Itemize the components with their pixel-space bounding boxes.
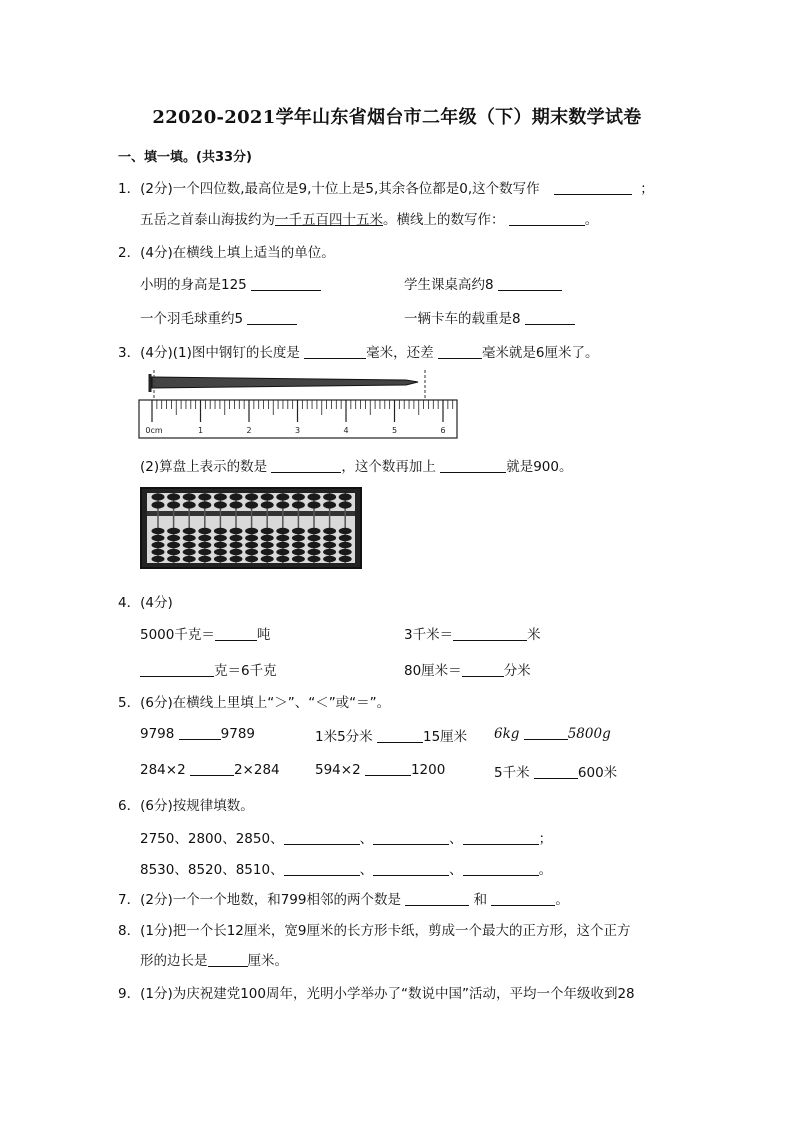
abacus-bead (339, 528, 352, 534)
abacus-bead (261, 556, 274, 562)
abacus-bead (198, 535, 211, 541)
abacus-bead (261, 493, 274, 500)
question-4-item-d (404, 659, 531, 679)
abacus-bead (214, 542, 227, 548)
abacus-bead (245, 528, 258, 534)
abacus-bead (308, 556, 321, 562)
answer-blank[interactable] (438, 344, 482, 359)
right-value: 1200 (410, 762, 446, 778)
abacus-bead (230, 528, 243, 534)
question-1-text: 1．(2分)一个四位数,最高位是9,十位上是5,其余各位都是0,这个数写作 (118, 181, 540, 197)
abacus-bead (230, 535, 243, 541)
left-value: 9798 (140, 726, 175, 742)
section-heading: 一、填一填。(共33分) (118, 150, 252, 165)
punct: 。 (555, 892, 569, 908)
left-value: 5千米 (494, 765, 530, 781)
underlined-number-words: 一千五百四十五米 (275, 212, 383, 228)
abacus-bead (152, 501, 165, 508)
compare-item (494, 761, 617, 781)
abacus-bead (292, 542, 305, 548)
abacus-bead (214, 493, 227, 500)
abacus-bead (261, 549, 274, 555)
ruler-label: 0cm (145, 426, 163, 435)
abacus-bead (276, 528, 289, 534)
answer-blank[interactable] (463, 861, 539, 876)
answer-blank[interactable] (365, 761, 411, 776)
compare-item (140, 761, 280, 778)
left-value: 1米5分米 (315, 729, 373, 745)
answer-blank[interactable] (284, 861, 360, 876)
answer-blank[interactable] (462, 662, 504, 677)
ruler-label: 1 (197, 426, 204, 435)
compare-item (315, 761, 445, 778)
question-1-text: 。横线上的数写作： (383, 212, 505, 228)
question-9-line-1: 9．(1分)为庆祝建党100周年，光明小学举办了“数说中国”活动，平均一个年级收到28 (118, 986, 635, 1002)
item-text: 一辆卡车的载重是8 (404, 311, 521, 327)
question-2-item-c (140, 307, 297, 327)
question-3-text: 3．(4分)(1)图中钢钉的长度是 (118, 345, 300, 361)
abacus-bead (183, 528, 196, 534)
left-value: 594×2 (315, 762, 361, 778)
abacus-bead (261, 501, 274, 508)
question-1-line-1 (118, 177, 654, 197)
abacus-bead (214, 535, 227, 541)
abacus-bead (167, 535, 180, 541)
abacus-bead (323, 493, 336, 500)
question-3-text: (2)算盘上表示的数是 (140, 459, 268, 475)
question-7 (118, 888, 569, 908)
abacus-bead (292, 528, 305, 534)
question-2-stem: 2．(4分)在横线上填上适当的单位。 (118, 245, 335, 261)
item-text: 80厘米＝ (404, 663, 462, 679)
abacus-bead (323, 501, 336, 508)
answer-blank[interactable] (373, 861, 449, 876)
item-text: 米 (527, 627, 541, 643)
abacus-bead (230, 556, 243, 562)
ruler-label: 6 (440, 426, 446, 435)
abacus-bead (167, 556, 180, 562)
punct: 、 (359, 862, 374, 878)
abacus-bead (308, 542, 321, 548)
sequence-row-1 (140, 827, 552, 847)
answer-blank[interactable] (440, 458, 506, 473)
question-2-item-d (404, 307, 575, 327)
abacus-bead (167, 542, 180, 548)
abacus-bead (230, 542, 243, 548)
answer-blank[interactable] (251, 276, 321, 291)
abacus-bead (214, 549, 227, 555)
abacus-bead (339, 549, 352, 555)
abacus-bead (183, 535, 196, 541)
abacus-bead (339, 556, 352, 562)
right-value: 2×284 (233, 762, 280, 778)
abacus-bead (183, 493, 196, 500)
abacus-bead (292, 549, 305, 555)
question-7-text: 7．(2分)一个一个地数，和799相邻的两个数是 (118, 892, 401, 908)
ruler-label: 5 (391, 426, 398, 435)
right-value: 600米 (577, 765, 618, 781)
abacus-bead (292, 501, 305, 508)
punct: 。 (584, 212, 599, 228)
abacus-bead (152, 549, 165, 555)
abacus-icon (140, 487, 362, 569)
item-text: 分米 (503, 663, 531, 679)
question-2-item-b (404, 273, 562, 293)
abacus-bead (261, 542, 274, 548)
abacus-bead (152, 542, 165, 548)
question-8-text: 形的边长是 (140, 953, 208, 969)
abacus-bead (183, 549, 196, 555)
question-3-text: 毫米就是6厘米了。 (481, 345, 599, 361)
answer-blank[interactable] (179, 725, 221, 740)
ruler-label: 4 (343, 426, 349, 435)
question-6-stem: 6．(6分)按规律填数。 (118, 798, 254, 814)
ruler-with-nail-figure (136, 366, 466, 442)
abacus-bead (152, 493, 165, 500)
abacus-bead (198, 542, 211, 548)
question-4-item-c (140, 659, 277, 679)
abacus-bead (152, 535, 165, 541)
question-1-text: 五岳之首泰山海拔约为 (140, 212, 275, 228)
answer-blank[interactable] (463, 830, 539, 845)
abacus-bead (292, 493, 305, 500)
abacus-bead (167, 528, 180, 534)
abacus-bead (323, 528, 336, 534)
answer-blank[interactable] (405, 891, 469, 906)
abacus-bead (152, 556, 165, 562)
compare-item (140, 725, 255, 742)
question-4-item-b (404, 623, 541, 643)
abacus-bead (339, 535, 352, 541)
page-title: 22020-2021学年山东省烟台市二年级（下）期末数学试卷 (152, 107, 642, 128)
item-text: 3千米＝ (404, 627, 454, 643)
answer-blank[interactable] (208, 952, 248, 967)
question-5-stem: 5．(6分)在横线上里填上“＞”、“＜”或“＝”。 (118, 695, 391, 711)
question-3-text: 毫米，还差 (366, 345, 434, 361)
question-8-line-1: 8．(1分)把一个长12厘米，宽9厘米的长方形卡纸，剪成一个最大的正方形，这个正方 (118, 923, 631, 939)
question-3-part-2 (140, 455, 573, 475)
abacus-bead (323, 549, 336, 555)
abacus-bead (323, 556, 336, 562)
sequence-text: 2750、2800、2850、 (140, 831, 284, 847)
abacus-bead (276, 549, 289, 555)
abacus-bead (308, 493, 321, 500)
answer-blank[interactable] (525, 310, 575, 325)
answer-blank[interactable] (190, 761, 234, 776)
answer-blank[interactable] (377, 728, 423, 743)
compare-item (494, 725, 611, 742)
abacus-bead (292, 535, 305, 541)
abacus-bead (198, 556, 211, 562)
punct: 、 (449, 831, 463, 847)
abacus-bead (323, 535, 336, 541)
question-3-text: ，这个数再加上 (341, 459, 436, 475)
abacus-bead (198, 528, 211, 534)
abacus-bead (245, 493, 258, 500)
item-text: 学生课桌高约8 (404, 277, 494, 293)
question-2-item-a (140, 273, 321, 293)
answer-blank[interactable] (247, 310, 297, 325)
abacus-bead (183, 556, 196, 562)
right-value: 15厘米 (422, 729, 468, 745)
answer-blank[interactable] (304, 344, 366, 359)
abacus-bead (214, 528, 227, 534)
item-text: 小明的身高是125 (140, 277, 247, 293)
abacus-bead (245, 535, 258, 541)
abacus-bead (183, 501, 196, 508)
abacus-bead (230, 493, 243, 500)
punct: 、 (359, 831, 374, 847)
abacus-bead (214, 556, 227, 562)
item-text: 克＝6千克 (214, 663, 277, 679)
ruler-label: 3 (294, 426, 301, 435)
abacus-bead (167, 493, 180, 500)
abacus-bead (167, 549, 180, 555)
abacus-bead (276, 493, 289, 500)
answer-blank[interactable] (271, 458, 341, 473)
abacus-bead (323, 542, 336, 548)
abacus-bead (198, 501, 211, 508)
abacus-bead (308, 549, 321, 555)
ruler-label: 2 (246, 426, 252, 435)
abacus-bead (198, 493, 211, 500)
abacus-bead (339, 542, 352, 548)
abacus-bead (230, 501, 243, 508)
item-text: 吨 (256, 627, 271, 643)
abacus-bead (339, 493, 352, 500)
abacus-bead (152, 528, 165, 534)
answer-blank[interactable] (491, 891, 555, 906)
abacus-bead (245, 542, 258, 548)
abacus-bead (167, 501, 180, 508)
abacus-bead (245, 549, 258, 555)
punct: 。 (538, 862, 553, 878)
question-4-stem: 4．(4分) (118, 595, 173, 611)
answer-blank[interactable] (140, 662, 214, 677)
nail-icon (150, 374, 418, 392)
left-value: 284×2 (140, 762, 186, 778)
abacus-bead (276, 542, 289, 548)
answer-blank[interactable] (284, 830, 360, 845)
abacus-bead (183, 542, 196, 548)
compare-item (315, 725, 467, 745)
item-text: 一个羽毛球重约5 (140, 311, 244, 327)
abacus-bead (339, 501, 352, 508)
question-8-line-2 (140, 949, 288, 969)
answer-blank[interactable] (498, 276, 562, 291)
abacus-bead (230, 549, 243, 555)
question-7-text: 和 (473, 892, 488, 908)
answer-blank[interactable] (373, 830, 449, 845)
question-8-text: 厘米。 (247, 953, 288, 969)
question-1-line-2 (140, 208, 598, 228)
abacus-bead (308, 535, 321, 541)
item-text: 5000千克＝ (140, 627, 215, 643)
left-value: 6kg (494, 726, 520, 742)
right-value: 9789 (220, 726, 256, 742)
abacus-bead (292, 556, 305, 562)
answer-blank[interactable] (215, 626, 257, 641)
answer-blank[interactable] (534, 764, 578, 779)
punct: ； (640, 181, 654, 197)
abacus-bead (276, 556, 289, 562)
abacus-bead (245, 556, 258, 562)
abacus-bead (198, 549, 211, 555)
sequence-row-2 (140, 858, 552, 878)
question-4-item-a (140, 623, 270, 643)
abacus-bead (245, 501, 258, 508)
answer-blank[interactable] (453, 626, 527, 641)
question-3-stem (118, 341, 599, 361)
sequence-text: 8530、8520、8510、 (140, 862, 284, 878)
answer-blank[interactable] (554, 180, 632, 195)
punct: ； (538, 831, 553, 847)
ruler-icon (139, 400, 457, 438)
abacus-bead (261, 528, 274, 534)
answer-blank[interactable] (524, 725, 568, 740)
abacus-bead (261, 535, 274, 541)
abacus-bead (276, 535, 289, 541)
right-value: 5800g (567, 726, 611, 742)
abacus-bead (308, 501, 321, 508)
question-3-text: 就是900。 (506, 459, 573, 475)
abacus-bead (276, 501, 289, 508)
abacus-bead (214, 501, 227, 508)
punct: 、 (449, 862, 463, 878)
answer-blank[interactable] (509, 211, 585, 226)
abacus-bead (308, 528, 321, 534)
